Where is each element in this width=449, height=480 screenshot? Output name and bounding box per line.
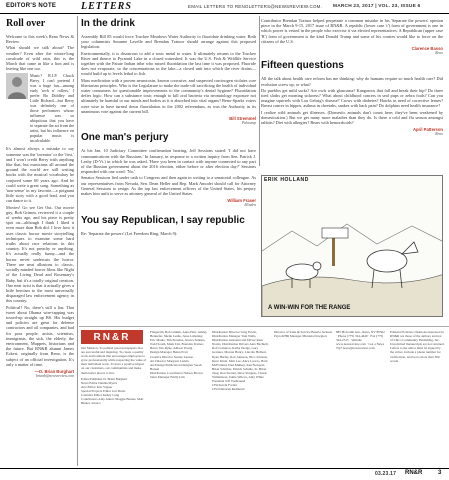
letter-paragraph: All the talk about health care reform has me thinking: why do humans require so much health care? Did evolution screw up, or what? xyxy=(261,76,443,87)
rnr-logo: RN&R xyxy=(81,330,143,344)
letter-signature: William Fraser xyxy=(227,198,256,204)
editor-photo xyxy=(6,73,28,99)
letter-paragraph: Mass medication with a proven neurotoxin, known corrosive, and suspected carcinogen violates core libertarian principles. Who is the Legislature to make the trade-off sacrificing the health of individual water consumers for questionable improvements to the community's dental hygiene? Fluoridation defies logic. How can a substance toxic enough to kill oral bacteria via neonatology exposure not ultimately be harmful to our minds and bodies as it is absorbed into vital organs? Reno-Sparks voters were wise to have turned down fluoridation in the 2002 referendum, as was the Authority in its unanimous vote against the current bill. xyxy=(81,77,256,114)
letter-title: Fifteen questions xyxy=(261,60,344,72)
mission-statement: Our Mission: To publish great newspapers that are successful and inspiring. To create a quality work environment that encourages employees to grow professionally while respecting the value of their individual work. To have a positive impact on our customers, our communities and make them better places to live. xyxy=(81,346,147,375)
editorial-cartoon xyxy=(261,175,443,317)
letter-location: Reno xyxy=(435,51,443,56)
page-footer xyxy=(0,468,449,480)
editors-note-para: Political? No, there's still a liar. That tweet about Obama wire-tapping was tossed-up straight up BS. His budget and policies are great for defense contractors and oil companies, and bad for poor people, artists, scientists, immigrants, the sick, the elderly, the environment, Muppets, historians and the future. But RN&R alumni James Eckert, originally from Reno, is the subject of an official investigation. It's only a matter of time. xyxy=(6,304,74,367)
cartoon-artist: ERIK HOLLAND xyxy=(264,177,309,183)
masthead-col2 xyxy=(150,330,208,379)
editor-photo-row xyxy=(6,73,74,144)
footer-date: 03.23.17 xyxy=(375,471,397,477)
editors-note-para: Movies! Go see Get Out. Our movie guy, Bob Grimm, reviewed it a couple of weeks ago, and his piece is pretty spot on—although I think I liked it even more than Bob did. I love how it uses classic horror movie storytelling techniques to examine some hard truths about race relations in this country. It's not preachy or anything. It's actually really funny—and the horror never undercuts the horror. There are neat allusions to classic, socially minded horror films like Night of the Living Dead and Rosemary's Baby, but it's a totally original creation. One neat twist is that it actually gives a little heroism to the most universally disparaged law enforcement agency in this country. xyxy=(6,204,74,304)
column-divider xyxy=(259,16,260,166)
letter-paragraph: At his Jan. 10 Judiciary Committee confirmation hearing, Jeff Sessions stated: 'I did not have communications with the Russians.' In January, in response to a written inquiry from Sen. Patrick J. Leahy (D-Vt.) in which he was asked, 'Have you been in contact with anyone connected to any part of the Russian government about the 2016 election, either before or after election day?' Sessions responded with one word: 'No.' xyxy=(81,148,256,175)
editors-note-signature: —D. Brian Burghart xyxy=(34,368,74,374)
letter-title: In the drink xyxy=(81,18,135,29)
letters-email[interactable]: EMAIL LETTERS TO RENOLETTERS@NEWSREVIEW.COM. xyxy=(188,4,323,9)
cartoon-drawing xyxy=(262,176,443,317)
page-number: 3 xyxy=(438,470,442,476)
letter-location: Pahrump xyxy=(241,121,256,126)
masthead-rule xyxy=(79,326,449,327)
issue-info: MARCH 23, 2017 | VOL. 23, ISSUE 6 xyxy=(333,4,421,9)
editors-note-para: Welcome to this week's Reno News & Review. xyxy=(6,34,74,45)
letter-location: Minden xyxy=(244,203,256,208)
letter-signature: April Patterson xyxy=(412,127,443,133)
header-rule xyxy=(0,0,449,14)
editors-note-para: Music? R.I.P. Chuck Berry. I can't pretend I was a huge fan—among early 'rock n' rollers,' I prefer Bo Diddley and Little Richard—but Berry was definitely one of those performers whose influence was so ubiquitous that you have to separate the art from the artist, but his influence on popular music is incalculable. xyxy=(30,73,74,144)
masthead-distribution: Distribution Coordinator Nelson Brown xyxy=(150,370,203,375)
editors-note-para: It's almost always a mistake to say someone was the 'inventor' or the 'first,' and I won't credit Berry with anything like that, but musicians all around the ground the world are still writing books with the musical vocabulary he conjured some 60 years ago. And he could write a great song. Something as 'non-sense' in my favorite—a poignant little story with a good lead, and you can dance to it. xyxy=(6,146,74,204)
masthead-payroll: Payroll/HR Manager Miranda Dowgiert xyxy=(274,334,327,339)
masthead-left xyxy=(81,330,147,405)
masthead-staff: Fitzgerald, Bob Grimm, Anna Hart, Ashley Hennefer, Sheila Leslie, Jesse Lubetsky, Eric Marks, Tim Prentiss, Jessica Santina, Todd South, Mark Tait, Brendan Trainor, Bruce Van Dyke, Allison Young xyxy=(150,330,207,351)
masthead-director: Director of Sales & Service Beatriz Jackson xyxy=(274,330,333,334)
masthead-special-projects: Special Projects Editor Jeri Davis xyxy=(81,388,126,393)
masthead-cfo: CFO Kevin Fortier xyxy=(212,383,238,388)
letter-paragraph: Do pueblos get mild sacks? Are owls with glaucoma? Kangaroos that fall and break their hip? Do three toed sloths get morning sickness? What about childhood cancers in seal pups or zebra foals? Can you imagine squirrels with Lou Gehrig's disease? Crows with diabetes? Hawks in need of corrective lenses? Breast cancer in hippos, asthma in cheetahs, snakes with back pain? Do dolphins need health insurance? xyxy=(261,87,443,109)
editors-note-tag: EDITOR'S NOTE xyxy=(6,3,57,9)
masthead-design: Design Manager Helen Pratt xyxy=(150,350,188,355)
letter-signature: Clarence Basso xyxy=(411,46,443,52)
letter-paragraph: Re: 'Separate the powers' (Let Freedom Ring, March 9): xyxy=(81,230,178,236)
masthead-president: President Jeff VonKaenel xyxy=(212,379,246,384)
masthead-sales: Sales Manager Emily Lim xyxy=(150,375,185,380)
letters-right-column xyxy=(261,18,443,138)
cartoon-caption: A WIN-WIN FOR THE RANGE xyxy=(268,305,351,311)
letter-paragraph: Senator Sessions lied under oath to Congress and then again in writing to a senatorial colleague. As our representatives from Nevada, Sen. Dean Heller and Rep. Mark Amodei should call for Attorney General Sessions to resign. As the top law enforcement officers of the United States, his perjury makes him unfit to serve as attorney general of the United States. xyxy=(81,175,256,197)
letter-title: You say Republican, I say republic xyxy=(81,214,245,226)
masthead-arts-editor: Arts Editor Kris Vagner xyxy=(81,384,113,389)
masthead-production: Art/Design Publication Designer Sarah Hansel xyxy=(150,362,202,371)
masthead-ceo: CEO Deborah Redmond xyxy=(212,387,245,392)
masthead-editor: Editor/Publisher D. Brian Burghart xyxy=(81,376,128,381)
masthead-distribution-staff: Distribution Director Greg Erwin, Distribution Manager Tom Wells, Distribution Assistant and Driver Russ Norris, Distribution Drivers Alex Bachtell, Rob Compton, Kathy Dodge, Gary Granner, Marcus Henry, Lincoln Hulbert, Ryan Hurley, Rob Johnson, Nico Johnson, Dave Kintz, Matt Lee, Alice Lucero, Barb McFarland, Paul Mulkey, Ken Newport, Brian Schriber, Patrick Schulte, Sr. Brian Tang, Ron Sterner, Dave Sturgess, Chuck Williamson, Jaime Wilcox, Amy White xyxy=(212,330,269,380)
column-divider xyxy=(77,16,78,466)
letter-signature: Bill Stremmel xyxy=(229,116,256,122)
letter-paragraph: Contributor Brendan Trainor helped perpetrate a common mistake in his 'Separate the powers' opinion piece in the March 9-15, 2017 issue of RN&R. A republic (lower case 'r') form of government is one in which power is vested in the people who exercise it via elected representatives. A Republican (upper case 'R') form of government is the kind Donald Trump and some of his cronies would like to force on the citizens of the U.S. xyxy=(261,18,443,44)
letter-paragraph: Assembly Bill 85 would force Truckee Meadows Water Authority to fluoridate drinking water. Both your columnists Susanne Lavelle and Brendan Trainor should arrange against this proposed legislation. xyxy=(81,34,256,50)
letter-paragraph: I realize wild animals get illnesses. (Domestic animals don't count here; they've been weakened by domestication.) But we get many more maladies than they do. Is there a cold and flu season amongst rabbits? Diet with allergies? Bears with hemorrhoids? xyxy=(261,109,443,126)
editors-note-para: What should we talk about? The weather? Even after the winter-long cavalcade of wild rain, this is the March that came in like a lion and is leaving like one too. xyxy=(6,45,74,72)
masthead-art-director: Art Director Margaret Larkin xyxy=(150,358,189,363)
section-label: LETTERS xyxy=(81,1,132,12)
letters-column xyxy=(81,18,256,237)
masthead-creative: Creative Director Serene Lusano xyxy=(150,354,194,359)
masthead-policies: Editorial Policies: Opinions expressed in RN&R are those of the authors and not of Chico Community Publishing, Inc. Unsolicited manuscripts are not returned. Letters to the editor must be signed by the writer, include a phone number for verification, and be no more than 300 words. xyxy=(390,330,445,363)
letter-location: Reno xyxy=(435,132,443,137)
editors-note-title: Roll over xyxy=(6,18,46,29)
masthead-news-editor: News Editor Dennis Myers xyxy=(81,380,117,385)
letter-paragraph: Environmentally, it is disastrous to add a toxic metal to water. It ultimately returns to the Truckee River and thence to Pyramid Lake in a closed watershed. It was the U.S. Fish & Wildlife Service together with the Paiute Indian tribe who mixed fluoridation the last time it was proposed. Fluoride does not evaporate, so the concentrations in the lake—a closed unit into which the river drains—would build up to levels lethal to fish. xyxy=(81,50,256,77)
masthead-col3 xyxy=(212,330,270,391)
masthead-col4 xyxy=(274,330,334,338)
editors-note xyxy=(6,18,74,379)
editors-note-email[interactable]: brianb@newsreview.com xyxy=(35,374,74,379)
masthead-contributors: Contributors Amy Alkon, Maggie Barnes, Matt Bieker, Jessica xyxy=(81,397,144,406)
footer-publication: RN&R xyxy=(405,470,423,476)
letter-title: One man's perjury xyxy=(81,132,169,144)
masthead-contact: 885 Holcomb Ave., Reno, NV 89502 · Phone (775) 324-4440 · Fax (775) 324-2515 · Website www.newsreview.com · Got a News Tip? news@newsreview.com xyxy=(336,330,385,351)
masthead-calendar: Calendar Editor Kelley Lang xyxy=(81,393,120,398)
